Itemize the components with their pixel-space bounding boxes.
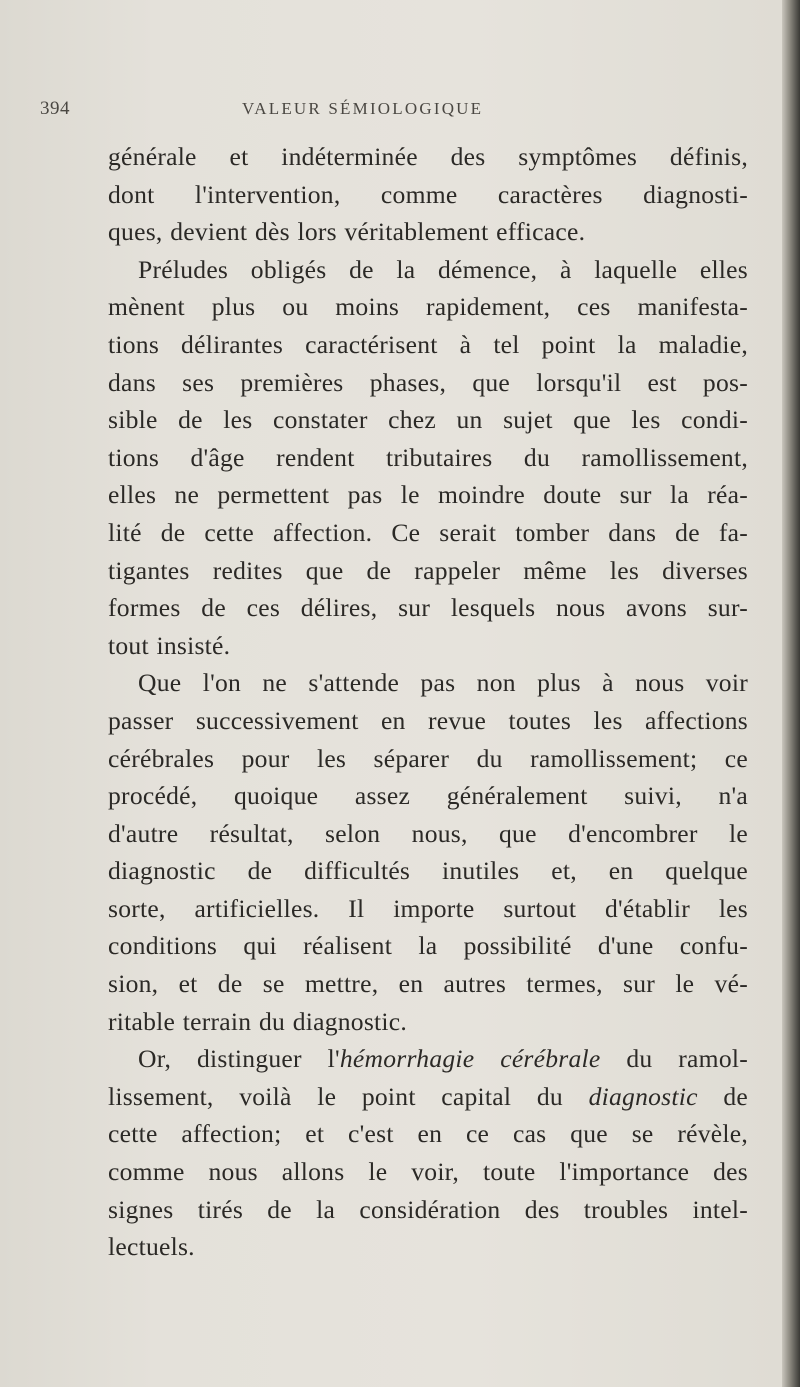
text-segment: du ramol- <box>600 1044 748 1074</box>
book-spine-shadow <box>782 0 800 1387</box>
text-line: comme nous allons le voir, toute l'importance des <box>108 1157 748 1187</box>
text-segment: lissement, voilà le point capital du <box>108 1081 589 1111</box>
paragraph-start-line <box>108 1040 748 1078</box>
text-line: d'autre résultat, selon nous, que d'encombrer le <box>108 818 748 848</box>
text-segment: de <box>697 1081 748 1111</box>
text-line: passer successivement en revue toutes les affections <box>108 705 748 735</box>
text-line: cette affection; et c'est en ce cas que se révèle, <box>108 1119 748 1149</box>
text-line: générale et indéterminée des symptômes définis, <box>108 142 748 171</box>
text-line: tions d'âge rendent tributaires du ramollissement, <box>108 442 748 472</box>
text-line: sorte, artificielles. Il importe surtout d'établir les <box>108 893 748 923</box>
text-line: ritable terrain du diagnostic. <box>108 1006 408 1036</box>
text-line: ques, devient dès lors véritablement efficace. <box>108 217 586 247</box>
text-line: lité de cette affection. Ce serait tomber dans de fa- <box>108 517 748 547</box>
text-line: tions délirantes caractérisent à tel point la maladie, <box>108 329 748 359</box>
paragraph-start-line: Préludes obligés de la démence, à laquelle elles <box>138 254 748 284</box>
text-line: mènent plus ou moins rapidement, ces manifesta- <box>108 292 748 322</box>
paragraph-start-line: Que l'on ne s'attende pas non plus à nous voir <box>138 668 748 698</box>
text-line: elles ne permettent pas le moindre doute sur la réa- <box>108 480 748 510</box>
text-line: conditions qui réalisent la possibilité d'une confu- <box>108 931 748 961</box>
text-line: formes de ces délires, sur lesquels nous avons sur- <box>108 593 748 623</box>
italic-term: diagnostic <box>588 1081 698 1111</box>
text-line: cérébrales pour les séparer du ramollissement; ce <box>108 743 748 773</box>
text-line: lectuels. <box>108 1232 195 1262</box>
running-title: VALEUR SÉMIOLOGIQUE <box>242 99 484 118</box>
text-line: sion, et de se mettre, en autres termes, sur le vé- <box>108 969 748 999</box>
text-line: signes tirés de la considération des troubles intel- <box>108 1194 748 1224</box>
text-segment: Or, distinguer l' <box>138 1044 340 1074</box>
text-line: procédé, quoique assez généralement suivi, n'a <box>108 781 748 811</box>
text-line: sible de les constater chez un sujet que les condi- <box>108 405 748 435</box>
italic-term: hémorrhagie cérébrale <box>339 1044 601 1074</box>
text-line: diagnostic de difficultés inutiles et, en quelque <box>108 856 748 886</box>
text-line: dont l'intervention, comme caractères diagnosti- <box>108 179 748 209</box>
text-line: tout insisté. <box>108 630 231 660</box>
page-number: 394 <box>40 98 70 119</box>
text-line: dans ses premières phases, que lorsqu'il est pos- <box>108 367 748 397</box>
text-line: tigantes redites que de rappeler même les diverses <box>108 555 748 585</box>
page-header <box>40 98 740 128</box>
body-text <box>108 138 748 1266</box>
text-line <box>108 1078 748 1116</box>
